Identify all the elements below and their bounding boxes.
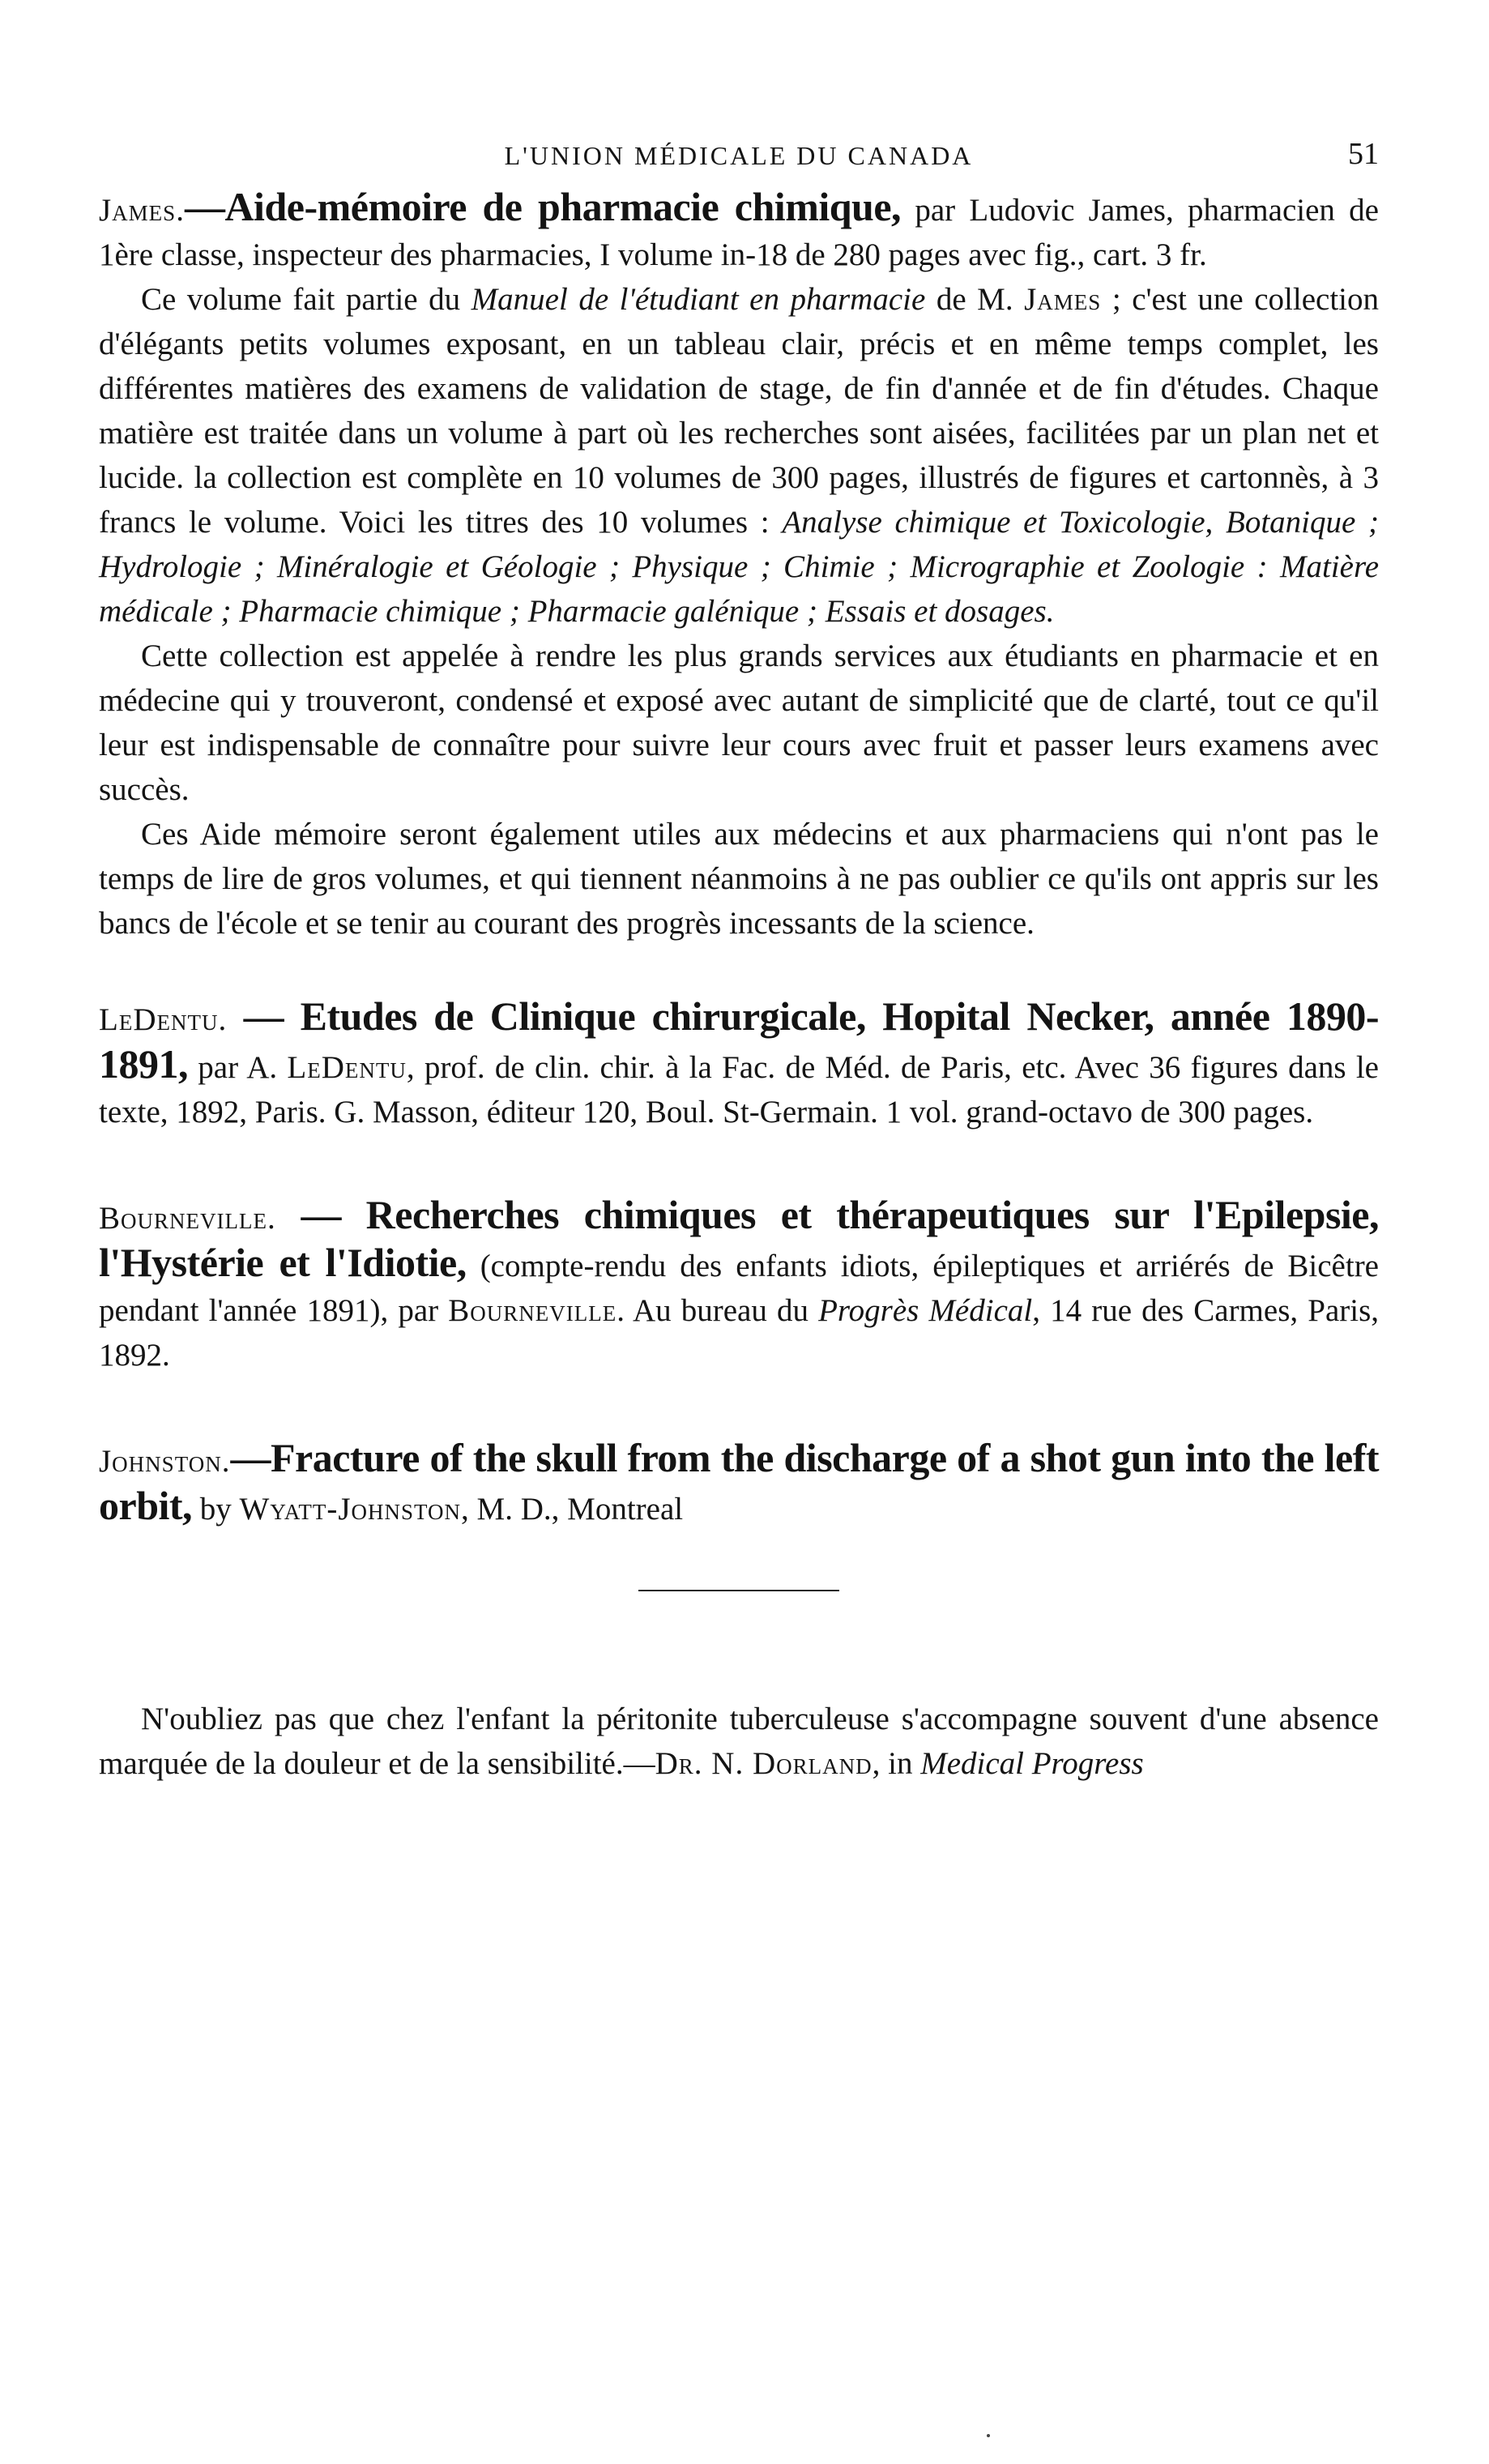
text-run: Ce volume fait partie du: [141, 282, 471, 317]
author-name: LeDentu: [287, 1050, 407, 1085]
entry-citation: [99, 1193, 1379, 1377]
page-content: [99, 136, 1379, 1786]
text-run: N'oubliez pas que chez l'enfant la péritonite tuberculeuse s'accompagne souvent d'une absence marquée de la douleur et de la sensibilité.—: [99, 1702, 1379, 1781]
review-entry-james: [99, 185, 1379, 946]
entry-title: —Fracture of the skull from the discharge of a shot gun into the left orbit,: [99, 1435, 1379, 1528]
volume-titles: Analyse chimique et Toxicologie, Botanique ; Hydrologie ; Minéralogie et Géologie ; Physique ; Chimie ; Micrographie et Zoologie : Matière médicale ; Pharmacie chimique ; Pharmacie galénique ; Essais et dosages.: [99, 505, 1379, 629]
entry-citation: [99, 994, 1379, 1134]
series-title: Manuel de l'étudiant en pharmacie: [471, 282, 926, 317]
entry-author: Bourneville.: [99, 1201, 276, 1236]
footnote-author: Dr. N. Dorland: [655, 1746, 872, 1781]
text-run: , prof. de clin. chir. à la Fac. de Méd. de Paris, etc. Avec 36 figures dans le texte, 1892, Paris. G. Masson, éditeur 120, Boul. St-Germain. 1 vol. grand-octavo de 300 pages.: [99, 1050, 1379, 1130]
page-number: 51: [1348, 137, 1379, 171]
author-name: Bourneville: [448, 1293, 617, 1328]
review-entry-bourneville: [99, 1193, 1379, 1377]
entry-title: —Aide-mémoire de pharmacie chimique,: [184, 184, 902, 229]
text-run: by: [192, 1492, 240, 1527]
text-run: . Au bureau du: [617, 1293, 819, 1328]
entry-title: — Recherches chimiques et thérapeutiques sur l'Epilepsie, l'Hystérie et l'Idiotie,: [99, 1192, 1379, 1285]
text-run: , 14 rue des Carmes, Paris, 1892.: [99, 1293, 1379, 1373]
running-head: [99, 136, 1379, 185]
entry-author: LeDentu.: [99, 1002, 228, 1037]
text-run: , M. D., Montreal: [461, 1492, 684, 1527]
review-entry-johnston: [99, 1436, 1379, 1531]
entry-title: — Etudes de Clinique chirurgicale, Hopital Necker, année 1890-1891,: [99, 993, 1379, 1087]
entry-details: par Ludovic James, pharmacien de 1ère classe, inspecteur des pharmacies, I volume in-18 de 280 pages avec fig., cart. 3 fr.: [99, 193, 1379, 272]
entry-citation: [99, 185, 1379, 277]
footnote-source: Medical Progress: [920, 1746, 1144, 1781]
entry-citation: [99, 1436, 1379, 1531]
author-name: Wyatt-Johnston: [239, 1492, 462, 1527]
text-run: de M.: [925, 282, 1025, 317]
print-speck: [987, 2434, 990, 2437]
text-run: ; c'est une collection d'élégants petits volumes exposant, en un tableau clair, précis et en même temps complet, les différentes matières des examens de validation de stage, de fin d'année et de fin d'études. Chaque matière est traitée dans un volume à part où les recherches sont aisées, facilitées par un plan net et lucide. la collection est complète en 10 volumes de 300 pages, illustrés de figures et cartonnès, à 3 francs le volume. Voici les titres des 10 volumes :: [99, 282, 1379, 540]
section-divider: [638, 1590, 839, 1591]
entry-paragraph: [99, 277, 1379, 634]
journal-title: L'UNION MÉDICALE DU CANADA: [504, 141, 974, 170]
text-run: (compte-rendu des enfants idiots, épileptiques et arriérés de Bicêtre pendant l'année 1891), par: [99, 1249, 1379, 1328]
footnote-text: [99, 1697, 1379, 1786]
author-name: James: [1024, 282, 1102, 317]
entry-paragraph: Ces Aide mémoire seront également utiles aux médecins et aux pharmaciens qui n'ont pas le temps de lire de gros volumes, et qui tiennent néanmoins à ne pas oublier ce qu'ils ont appris sur les bancs de l'école et se tenir au courant des progrès incessants de la science.: [99, 817, 1379, 941]
text-run: , in: [872, 1746, 921, 1781]
review-entry-ledentu: [99, 994, 1379, 1134]
text-run: par A.: [188, 1050, 288, 1085]
footnote: [99, 1697, 1379, 1786]
entry-author: James.: [99, 193, 185, 228]
entry-author: Johnston.: [99, 1444, 231, 1479]
entry-paragraph: Cette collection est appelée à rendre les plus grands services aux étudiants en pharmacie et en médecine qui y trouveront, condensé et exposé avec autant de simplicité que de clarté, tout ce qu'il leur est indispensable de connaître pour suivre leur cours avec fruit et passer leurs examens avec succès.: [99, 638, 1379, 807]
publication-title: Progrès Médical: [818, 1293, 1033, 1328]
